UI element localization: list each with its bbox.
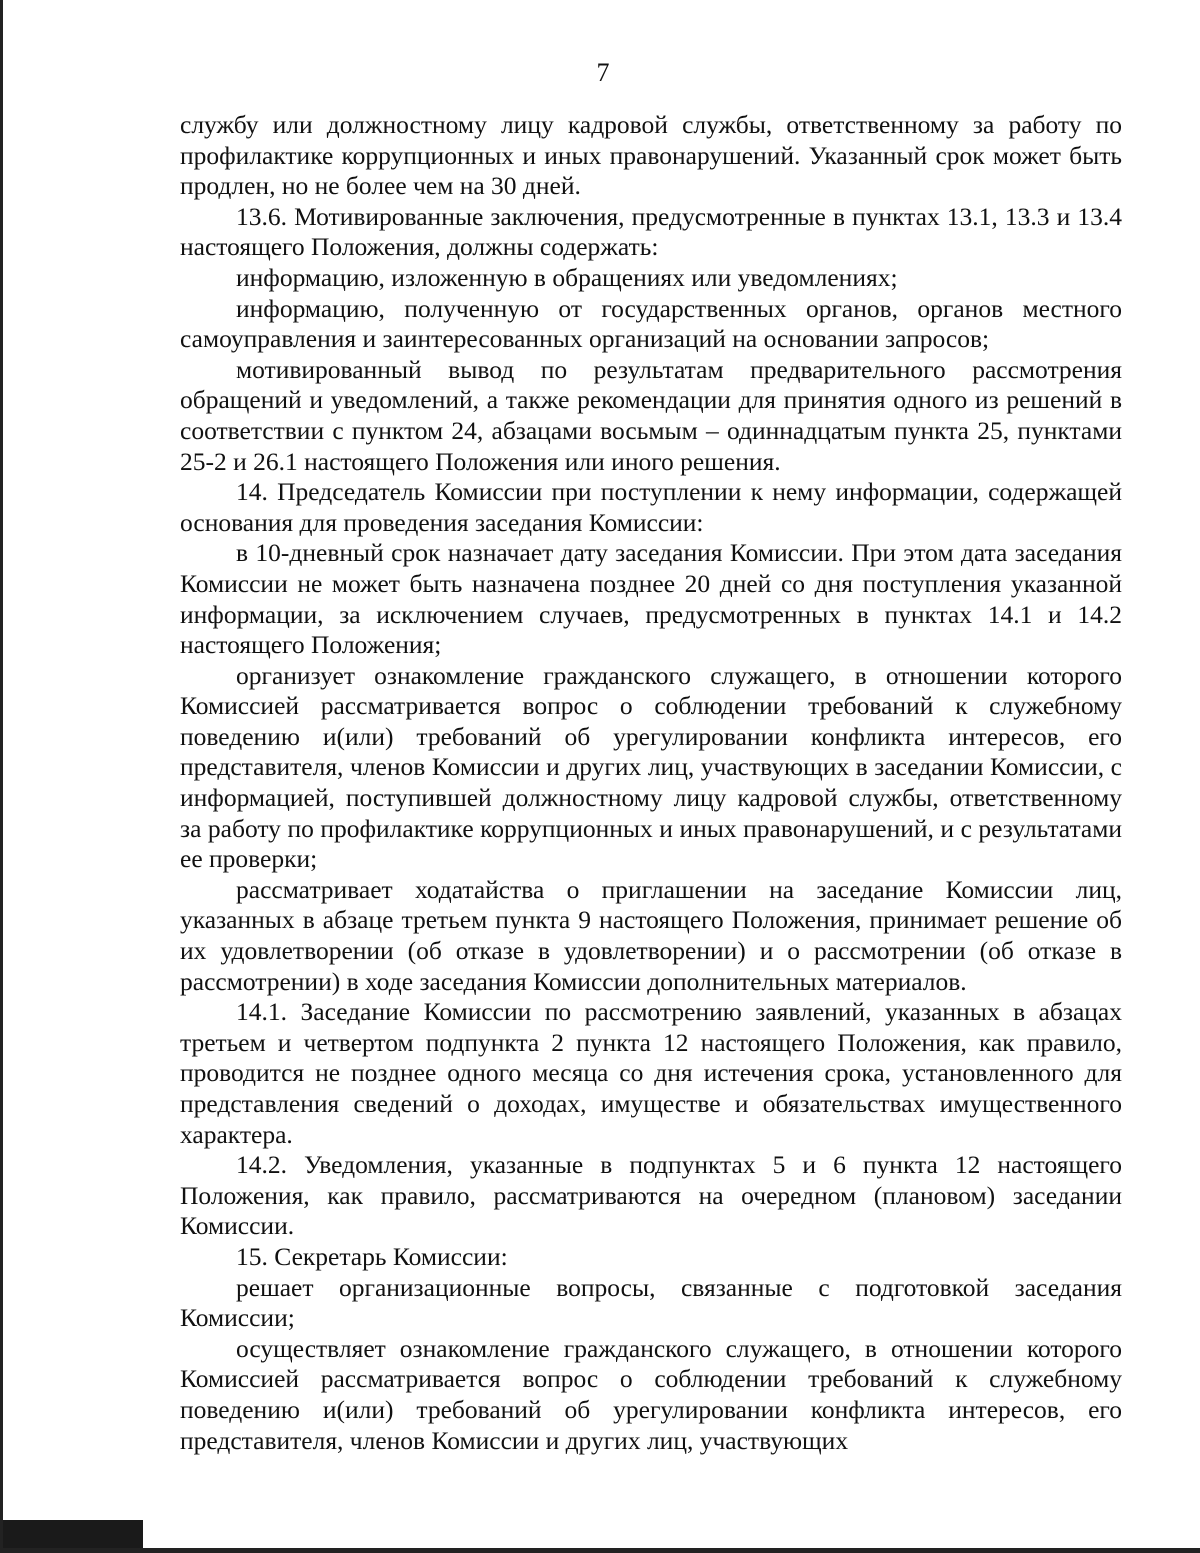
- paragraph: 15. Секретарь Комиссии:: [236, 1241, 508, 1271]
- paragraph: организует ознакомление гражданского служащего, в отношении которого Комиссией рассматривается вопрос о соблюдении требований к служебному поведению и(или) требований об урегулировании конфликта интересов, его представителя, членов Комиссии и других лиц, участвующих в заседании Комиссии, с информацией, поступившей должностному лицу кадровой службы, ответственному за работу по профилактике коррупционных и иных правонарушений, и с результатами ее проверки;: [180, 660, 1122, 874]
- paragraph: 14.2. Уведомления, указанные в подпунктах 5 и 6 пункта 12 настоящего Положения, как правило, рассматриваются на очередном (плановом) заседании Комиссии.: [180, 1150, 1122, 1241]
- page-number: 7: [596, 58, 610, 87]
- paragraph: осуществляет ознакомление гражданского служащего, в отношении которого Комиссией рассматривается вопрос о соблюдении требований к служебному поведению и(или) требований об урегулировании конфликта интересов, его представителя, членов Комиссии и других лиц, участвующих: [180, 1333, 1122, 1455]
- paragraph: информацию, изложенную в обращениях или уведомлениях;: [236, 262, 898, 292]
- paragraph: информацию, полученную от государственных органов, органов местного самоуправления и заинтересованных организаций на основании запросов;: [180, 293, 1122, 354]
- document-body: [180, 110, 1122, 1456]
- paragraph: в 10-дневный срок назначает дату заседания Комиссии. При этом дата заседания Комиссии не может быть назначена позднее 20 дней со дня поступления указанной информации, за исключением случаев, предусмотренных в пунктах 14.1 и 14.2 настоящего Положения;: [180, 538, 1122, 660]
- paragraph: мотивированный вывод по результатам предварительного рассмотрения обращений и уведомлений, а также рекомендации для принятия одного из решений в соответствии с пунктом 24, абзацами восьмым – одиннадцатым пункта 25, пунктами 25-2 и 26.1 настоящего Положения или иного решения.: [180, 354, 1122, 476]
- paragraph: 14.1. Заседание Комиссии по рассмотрению заявлений, указанных в абзацах третьем и четвертом подпункта 2 пункта 12 настоящего Положения, как правило, проводится не позднее одного месяца со дня истечения срока, установленного для представления сведений о доходах, имуществе и обязательствах имущественного характера.: [180, 997, 1122, 1149]
- paragraph: рассматривает ходатайства о приглашении на заседание Комиссии лиц, указанных в абзаце третьем пункта 9 настоящего Положения, принимает решение об их удовлетворении (об отказе в удовлетворении) и о рассмотрении (об отказе в рассмотрении) в ходе заседания Комиссии дополнительных материалов.: [180, 874, 1122, 996]
- scan-edge-artifact: [3, 1520, 143, 1548]
- paragraph: 14. Председатель Комиссии при поступлении к нему информации, содержащей основания для проведения заседания Комиссии:: [180, 477, 1122, 537]
- paragraph: решает организационные вопросы, связанные с подготовкой заседания Комиссии;: [180, 1272, 1122, 1333]
- paragraph: 13.6. Мотивированные заключения, предусмотренные в пунктах 13.1, 13.3 и 13.4 настоящего Положения, должны содержать:: [180, 201, 1122, 262]
- paragraph: службу или должностному лицу кадровой службы, ответственному за работу по профилактике коррупционных и иных правонарушений. Указанный срок может быть продлен, но не более чем на 30 дней.: [180, 110, 1122, 201]
